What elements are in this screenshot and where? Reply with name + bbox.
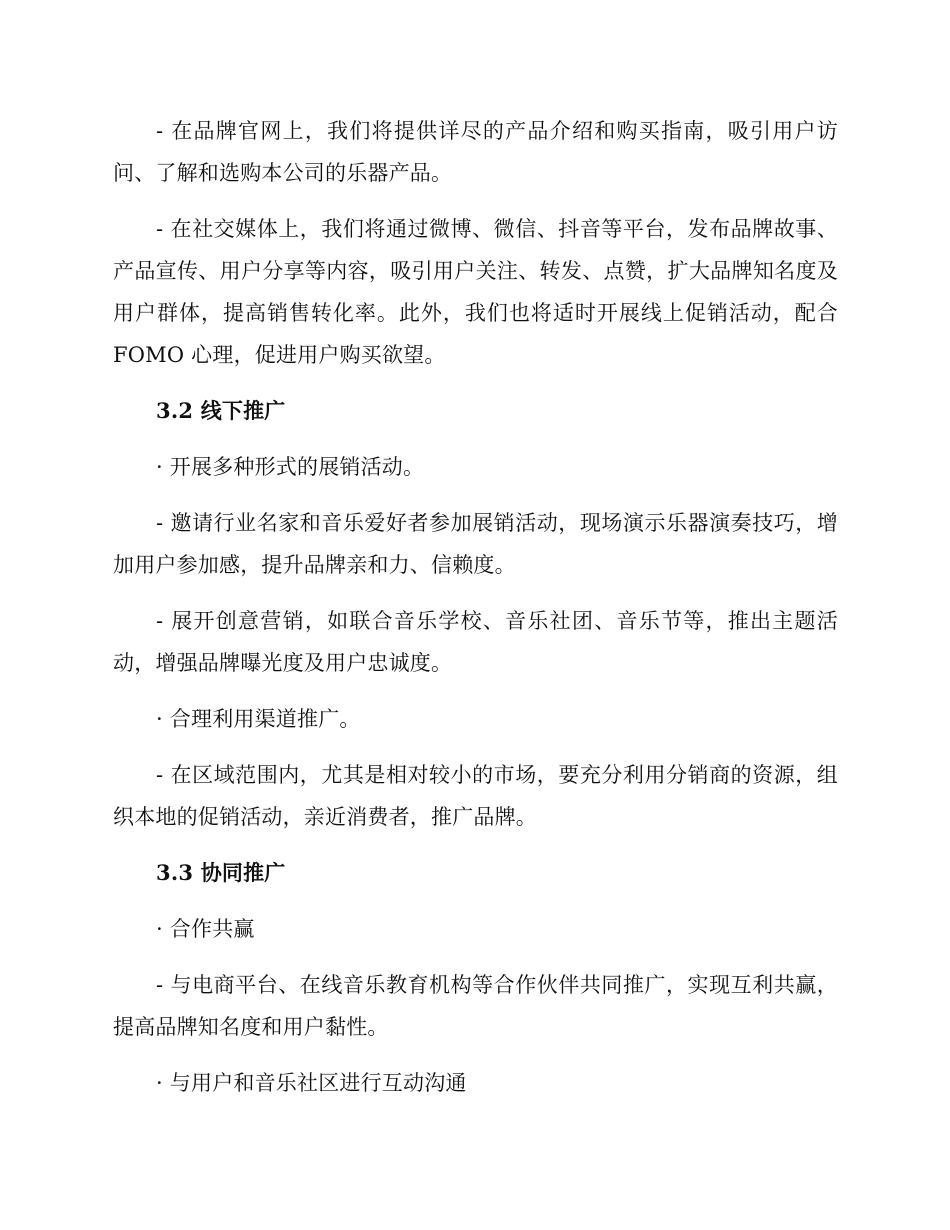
section-heading-collaborative: 3.3 协同推广 [156, 860, 286, 885]
paragraph-creative-marketing: - 展开创意营销，如联合音乐学校、音乐社团、音乐节等，推出主题活动，增强品牌曝光度及用户忠诚度。 [113, 609, 838, 675]
paragraph-partners: - 与电商平台、在线音乐教育机构等合作伙伴共同推广，实现互利共赢，提高品牌知名度和用户黏性。 [113, 973, 838, 1039]
paragraph-distributors: - 在区域范围内，尤其是相对较小的市场，要充分利用分销商的资源，组织本地的促销活动，亲近消费者，推广品牌。 [113, 763, 838, 829]
bullet-community: · 与用户和音乐社区进行互动沟通 [156, 1071, 467, 1095]
document-body [113, 110, 838, 1118]
bullet-exhibition: · 开展多种形式的展销活动。 [156, 455, 425, 479]
section-heading-offline: 3.2 线下推广 [156, 398, 286, 423]
paragraph-invite-experts: - 邀请行业名家和音乐爱好者参加展销活动，现场演示乐器演奏技巧，增加用户参加感，提升品牌亲和力、信赖度。 [113, 511, 838, 577]
paragraph-social-media: - 在社交媒体上，我们将通过微博、微信、抖音等平台，发布品牌故事、产品宣传、用户分享等内容，吸引用户关注、转发、点赞，扩大品牌知名度及用户群体，提高销售转化率。此外，我们也将适时开展线上促销活动，配合 FOMO 心理，促进用户购买欲望。 [113, 217, 838, 367]
bullet-channels: · 合理利用渠道推广。 [156, 707, 361, 731]
paragraph-website: - 在品牌官网上，我们将提供详尽的产品介绍和购买指南，吸引用户访问、了解和选购本公司的乐器产品。 [113, 119, 838, 185]
bullet-win-win: · 合作共赢 [156, 917, 255, 941]
